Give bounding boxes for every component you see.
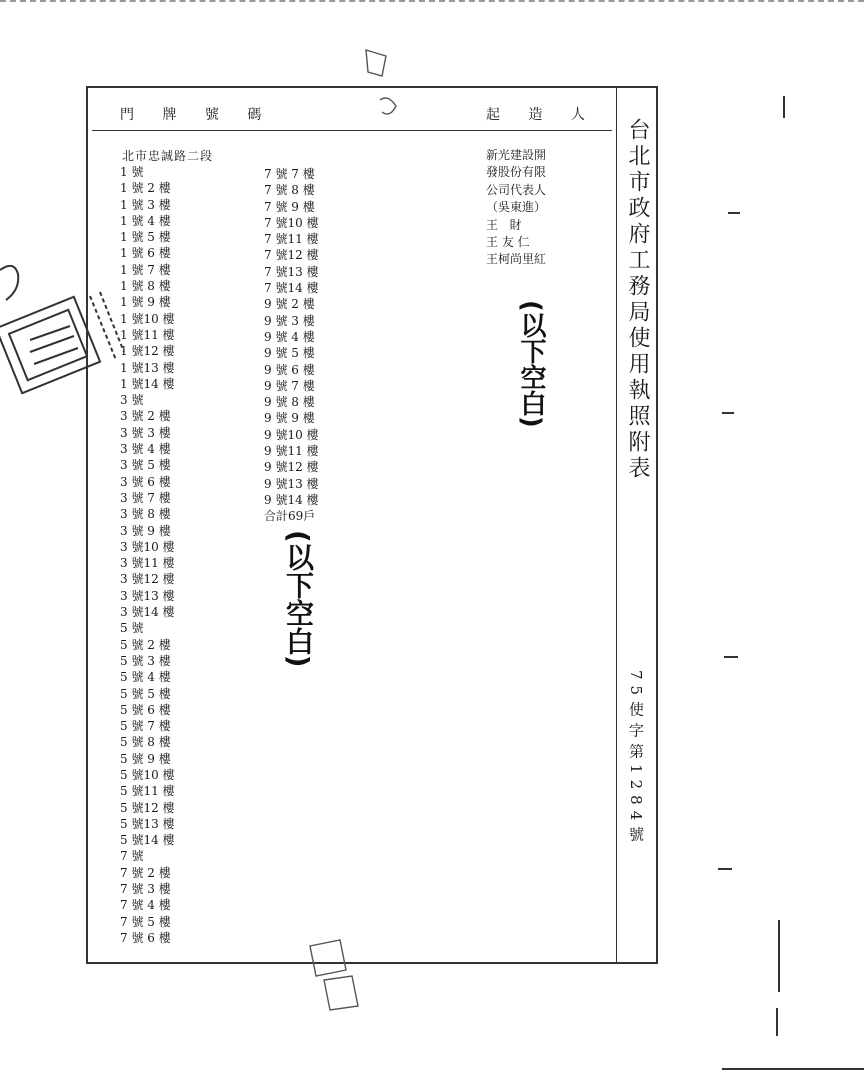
- scan-mark: [783, 96, 785, 118]
- address-entry: 3 號11 樓: [120, 556, 175, 571]
- address-entry: 3 號 6 樓: [120, 474, 171, 489]
- address-entry: 7 號 3 樓: [120, 882, 171, 897]
- scan-mark: [718, 868, 732, 870]
- address-entry: 5 號 5 樓: [120, 686, 171, 701]
- permit-year: 75: [627, 670, 645, 702]
- applicant-line: 發股份有限: [486, 165, 547, 180]
- address-entry: 3 號13 樓: [120, 588, 175, 603]
- address-entry: 1 號 5 樓: [120, 230, 171, 245]
- address-entry: 7 號14 樓: [264, 281, 319, 296]
- address-entry: 1 號 7 樓: [120, 262, 171, 277]
- applicant-list: [486, 147, 546, 269]
- address-entry: 1 號 3 樓: [120, 197, 171, 212]
- address-entry: 5 號14 樓: [120, 833, 175, 848]
- scan-edge-artifact: [0, 0, 864, 6]
- address-entry: 9 號 4 樓: [264, 329, 315, 344]
- address-entry: 1 號 2 樓: [120, 181, 171, 196]
- address-entry: 9 號 7 樓: [264, 378, 315, 393]
- address-entry: 7 號 6 樓: [120, 930, 171, 945]
- permit-serial: 1284: [627, 764, 645, 827]
- scan-mark: [722, 412, 734, 414]
- address-entry: 3 號 5 樓: [120, 458, 171, 473]
- address-entry: 7 號 5 樓: [120, 914, 171, 929]
- address-entry: 1 號14 樓: [120, 376, 175, 391]
- address-entry: 7 號 8 樓: [264, 183, 315, 198]
- applicant-line: 王柯尚里紅: [486, 252, 547, 267]
- address-entry: 9 號13 樓: [264, 476, 319, 491]
- address-entry: 3 號 9 樓: [120, 523, 171, 538]
- applicant-line: 王 友 仁: [486, 235, 530, 250]
- handwritten-blank-note-2: (以下空白): [282, 530, 315, 668]
- seal-stamp-icon: [360, 46, 410, 126]
- address-entry: 1 號12 樓: [120, 344, 175, 359]
- address-entry: 7 號10 樓: [264, 215, 319, 230]
- applicant-line: 王 財: [486, 217, 522, 232]
- seal-stamp-icon: [0, 240, 130, 440]
- address-entry: 5 號 2 樓: [120, 637, 171, 652]
- address-entry: 3 號 8 樓: [120, 507, 171, 522]
- address-entry: 1 號: [120, 165, 144, 179]
- header-rule: [92, 130, 612, 131]
- applicant-column-header: 起 造 人: [486, 107, 597, 123]
- address-entry: 9 號 8 樓: [264, 395, 315, 410]
- address-entry: 合計69戶: [264, 509, 316, 524]
- address-entry: 7 號13 樓: [264, 264, 319, 279]
- address-entry: 1 號11 樓: [120, 327, 175, 342]
- address-entry: 3 號10 樓: [120, 539, 175, 554]
- applicant-line: （吳東進）: [486, 200, 547, 215]
- address-entry: 3 號 4 樓: [120, 442, 171, 457]
- address-entry: 7 號11 樓: [264, 232, 319, 247]
- permit-number: [624, 670, 648, 847]
- scan-mark: [728, 212, 740, 214]
- scan-mark: [722, 1068, 864, 1070]
- address-entry: 7 號 2 樓: [120, 865, 171, 880]
- address-entry: 1 號10 樓: [120, 311, 175, 326]
- scan-mark: [778, 920, 780, 992]
- address-entry: 7 號12 樓: [264, 248, 319, 263]
- address-entry: 9 號 9 樓: [264, 411, 315, 426]
- address-entry: 1 號 4 樓: [120, 213, 171, 228]
- applicant-line: 公司代表人: [486, 182, 547, 197]
- seal-stamp-icon: [300, 936, 370, 1016]
- address-entry: 9 號10 樓: [264, 427, 319, 442]
- address-column-header: 門 牌 號 碼: [120, 107, 274, 123]
- scan-mark: [724, 656, 738, 658]
- address-entry: 5 號 3 樓: [120, 653, 171, 668]
- scan-mark: [776, 1008, 778, 1036]
- address-entry: 7 號: [120, 849, 144, 864]
- address-entry: 1 號 8 樓: [120, 279, 171, 294]
- address-entry: 1 號13 樓: [120, 360, 175, 375]
- permit-prefix: 使字第: [627, 701, 645, 765]
- address-entry: 5 號10 樓: [120, 767, 175, 782]
- address-entry: 9 號11 樓: [264, 444, 319, 459]
- address-list-right: [264, 166, 319, 525]
- address-entry: 3 號 2 樓: [120, 409, 171, 424]
- address-entry: 5 號 6 樓: [120, 702, 171, 717]
- address-entry: 5 號 9 樓: [120, 751, 171, 766]
- title-divider: [616, 88, 617, 962]
- address-entry: 5 號: [120, 621, 144, 636]
- address-entry: 5 號13 樓: [120, 816, 175, 831]
- address-entry: 5 號12 樓: [120, 800, 175, 815]
- address-entry: 9 號 2 樓: [264, 297, 315, 312]
- address-entry: 5 號 4 樓: [120, 670, 171, 685]
- address-entry: 5 號11 樓: [120, 784, 175, 799]
- address-entry: 5 號 7 樓: [120, 719, 171, 734]
- address-entry: 9 號 6 樓: [264, 362, 315, 377]
- address-entry: 9 號 3 樓: [264, 313, 315, 328]
- permit-suffix: 號: [627, 826, 645, 848]
- address-entry: 1 號 6 樓: [120, 246, 171, 261]
- applicant-line: 新光建設開: [486, 148, 547, 162]
- address-entry: 3 號14 樓: [120, 605, 175, 620]
- address-entry: 9 號14 樓: [264, 492, 319, 507]
- address-entry: 3 號 7 樓: [120, 490, 171, 505]
- address-entry: 7 號 9 樓: [264, 199, 315, 214]
- document-title: 台北市政府工務局使用執照附表: [625, 118, 650, 482]
- address-entry: 5 號 8 樓: [120, 735, 171, 750]
- address-entry: 3 號: [120, 393, 144, 408]
- address-entry: 9 號12 樓: [264, 460, 319, 475]
- address-entry: 7 號 7 樓: [264, 167, 315, 181]
- address-entry: 1 號 9 樓: [120, 295, 171, 310]
- address-entry: 9 號 5 樓: [264, 346, 315, 361]
- address-entry: 3 號12 樓: [120, 572, 175, 587]
- address-street-heading: 北市忠誠路二段: [122, 149, 214, 163]
- handwritten-blank-note: (以下空白): [516, 300, 546, 428]
- address-entry: 7 號 4 樓: [120, 898, 171, 913]
- address-entry: 3 號 3 樓: [120, 425, 171, 440]
